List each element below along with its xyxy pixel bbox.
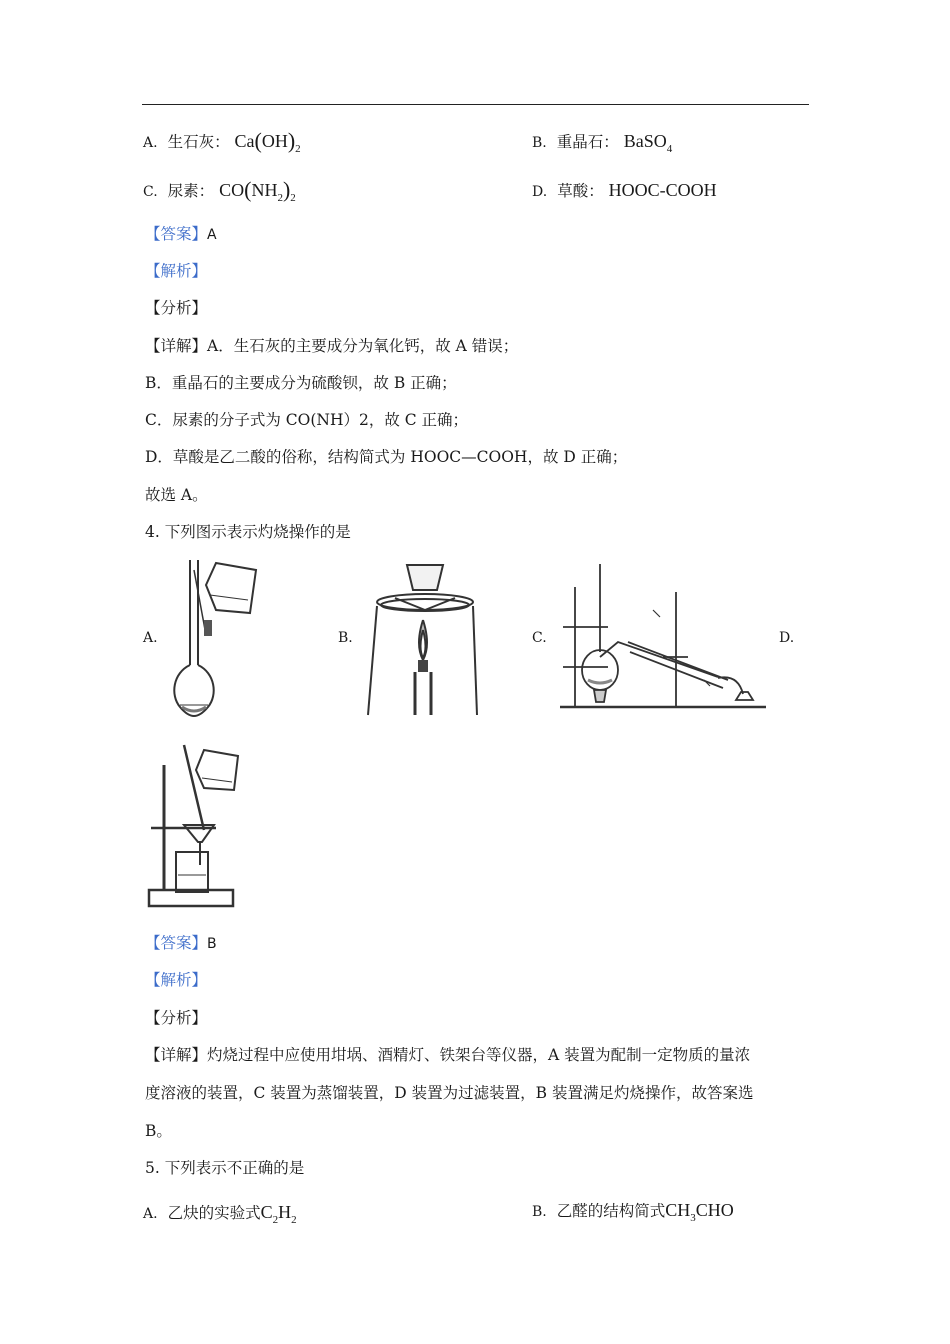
q4-detail-line-2: 度溶液的装置，C 装置为蒸馏装置，D 装置为过滤装置，B 装置满足灼烧操作，故答案选 — [145, 1084, 754, 1102]
q3-answer: 【答案】A — [145, 225, 217, 243]
figure-c-distillation — [558, 562, 770, 712]
figure-a-volumetric-flask — [168, 555, 263, 725]
q4-fig-label-c[interactable]: C. — [532, 630, 547, 646]
q3-fenxi-tag: 【分析】 — [145, 299, 208, 317]
q3-option-b[interactable]: B. 重晶石： BaSO$_4$ — [532, 131, 673, 155]
q3-option-c[interactable]: C. 尿素： $CO(NH_2)_2$ — [143, 177, 296, 204]
q4-fig-label-d[interactable]: D. — [779, 630, 795, 646]
formula-ca-oh-2: $Ca(OH)_2$ — [234, 128, 301, 155]
formula-c2h2: $C_2H_2$ — [260, 1202, 297, 1226]
figure-b-crucible-heating — [365, 560, 480, 720]
formula-ch3cho: $CH_3CHO$ — [665, 1200, 734, 1224]
q5-stem: 5. 下列表示不正确的是 — [145, 1159, 305, 1177]
q5-option-a[interactable]: A. 乙炔的实验式$C_2H_2$ — [143, 1202, 297, 1226]
q4-analysis-tag: 【解析】 — [145, 971, 208, 989]
q4-detail-line-3: B。 — [145, 1122, 172, 1140]
q3-option-a[interactable]: A. 生石灰： $Ca(OH)_2$ — [143, 128, 301, 155]
formula-urea: $CO(NH_2)_2$ — [219, 177, 296, 204]
q3-analysis-tag: 【解析】 — [145, 262, 208, 280]
q4-detail-line-1: 【详解】灼烧过程中应使用坩埚、酒精灯、铁架台等仪器，A 装置为配制一定物质的量浓 — [145, 1046, 751, 1064]
q3-detail-line-5: 故选 A。 — [145, 486, 208, 504]
q3-detail-line-2: B．重晶石的主要成分为硫酸钡，故 B 正确； — [145, 374, 457, 392]
q3-detail-line-4: D．草酸是乙二酸的俗称，结构简式为 HOOC—COOH，故 D 正确； — [145, 448, 628, 466]
formula-baso4: BaSO$_4$ — [623, 131, 673, 155]
formula-oxalic: HOOC-COOH — [608, 180, 717, 200]
q4-fig-label-a[interactable]: A. — [143, 630, 158, 646]
q4-stem: 4. 下列图示表示灼烧操作的是 — [145, 523, 351, 541]
q5-option-b[interactable]: B. 乙醛的结构简式$CH_3CHO$ — [532, 1200, 734, 1224]
q3-option-d[interactable]: D. 草酸： HOOC-COOH — [532, 180, 717, 200]
q4-fenxi-tag: 【分析】 — [145, 1009, 208, 1027]
q4-answer: 【答案】B — [145, 934, 217, 952]
q3-detail-line-3: C．尿素的分子式为 CO(NH）2，故 C 正确； — [145, 411, 469, 429]
header-rule — [142, 104, 809, 105]
q3-detail-line-1: 【详解】A．生石灰的主要成分为氧化钙，故 A 错误； — [145, 337, 519, 355]
figure-d-filtration — [146, 740, 246, 912]
q4-fig-label-b[interactable]: B. — [338, 630, 353, 646]
